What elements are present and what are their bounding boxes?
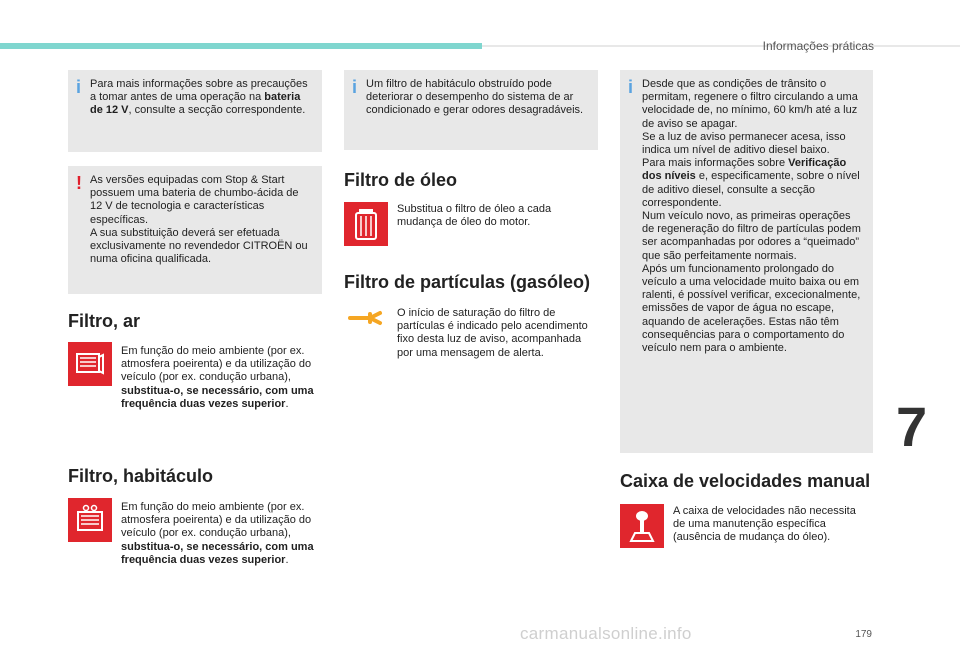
heading-cabin-filter: Filtro, habitáculo xyxy=(68,466,214,486)
air-filter-icon xyxy=(68,342,112,386)
info-icon: i xyxy=(352,77,358,97)
header-accent-bar xyxy=(0,43,482,49)
note-text: Para mais informações sobre Verificação dos níveis e, especificamente, sobre o nível de aditivo diesel, consulte a secção correspondente. xyxy=(642,157,860,209)
wrench-warning-icon xyxy=(346,304,386,328)
watermark: carmanualsonline.info xyxy=(520,624,692,643)
heading-manual-gearbox: Caixa de velocidades manual xyxy=(620,471,871,491)
gearbox-icon xyxy=(620,504,664,548)
gearbox-text: A caixa de velocidades não necessita de uma manutenção específica (ausência de mudança do óleo). xyxy=(673,505,856,544)
heading-oil-filter: Filtro de óleo xyxy=(344,170,458,190)
page-number: 179 xyxy=(855,629,872,640)
note-text: As versões equipadas com Stop & Start possuem uma bateria de chumbo-ácida de 12 V de tecnologia e características específicas. xyxy=(90,174,299,226)
info-icon: i xyxy=(628,77,634,97)
section-title: Informações práticas xyxy=(762,39,874,53)
note-text: Num veículo novo, as primeiras operações de regeneração do filtro de partículas podem ser acompanhadas por odores a “queimado” que são perfeitamente normais. xyxy=(642,210,861,262)
heading-air-filter: Filtro, ar xyxy=(68,311,141,331)
chapter-number: 7 xyxy=(896,395,928,458)
oil-filter-text: Substitua o filtro de óleo a cada mudança de óleo do motor. xyxy=(397,203,552,229)
particle-filter-text: O início de saturação do filtro de partículas é indicado pelo acendimento fixo desta luz de aviso, acompanhada por uma mensagem de alerta. xyxy=(397,307,588,359)
info-note-cabin-filter xyxy=(344,70,598,150)
warning-note-stop-start xyxy=(68,166,322,294)
header-rule xyxy=(482,45,960,47)
note-text: A sua substituição deverá ser efetuada exclusivamente no revendedor CITROËN ou numa oficina qualificada. xyxy=(90,226,308,266)
info-icon: i xyxy=(76,77,82,97)
info-note-battery xyxy=(68,70,322,152)
air-filter-text: Em função do meio ambiente (por ex. atmosfera poeirenta) e da utilização do veículo (por ex. condução urbana), substitua-o, se necessário, com uma frequência duas vezes superior. xyxy=(121,345,314,410)
info-note-particle-filter xyxy=(620,70,873,453)
note-text: Se a luz de aviso permanecer acesa, isso indica um nível de aditivo diesel baixo. xyxy=(642,130,846,157)
note-text: Após um funcionamento prolongado do veículo a uma velocidade muito baixa ou em ralenti, é possível verificar, excecionalmente, emissões de vapor de água no escape, aquando de acelerações. Estas não têm consequências para o comportamento do veículo nem para o ambiente. xyxy=(642,262,861,355)
oil-filter-icon xyxy=(344,202,388,246)
note-text: Desde que as condições de trânsito o permitam, regenere o filtro circulando a uma velocidade de, no mínimo, 60 km/h até a luz de aviso se apagar. xyxy=(642,78,858,130)
heading-particle-filter: Filtro de partículas (gasóleo) xyxy=(344,272,591,292)
cabin-filter-text: Em função do meio ambiente (por ex. atmosfera poeirenta) e da utilização do veículo (por ex. condução urbana), substitua-o, se necessário, com uma frequência duas vezes superior. xyxy=(121,501,314,566)
cabin-filter-icon xyxy=(68,498,112,542)
note-text: Para mais informações sobre as precauções a tomar antes de uma operação na bateria de 12 V, consulte a secção correspondente. xyxy=(90,78,308,117)
warning-icon: ! xyxy=(76,173,82,193)
note-text: Um filtro de habitáculo obstruído pode deteriorar o desempenho do sistema de ar condicionado e gerar odores desagradáveis. xyxy=(366,78,584,117)
